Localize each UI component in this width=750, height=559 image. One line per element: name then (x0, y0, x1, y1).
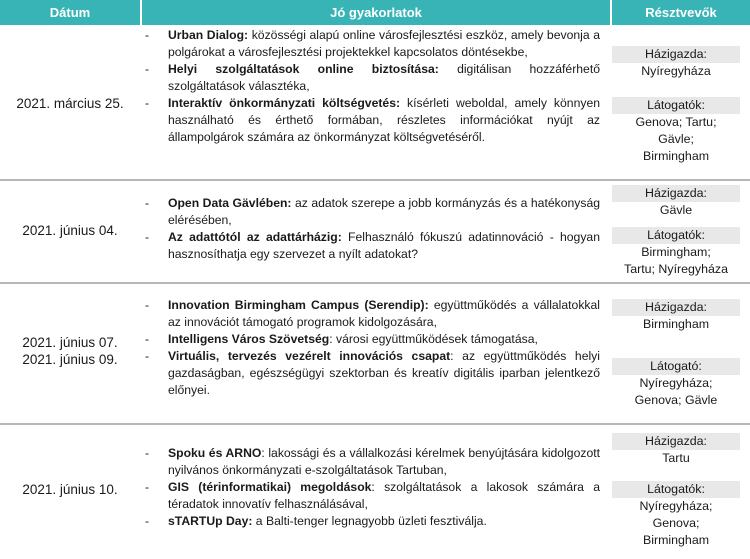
row-4-practices (142, 445, 600, 530)
header-participants: Résztvevők (612, 0, 750, 25)
practice-item: - sTARTUp Day: a Balti-tenger legnagyobb üzleti fesztiválja. (145, 514, 487, 528)
practice-text: az adatok szerepe a jobb kormányzás és a hatékonyság elérésében, (168, 196, 600, 227)
host-label: Házigazda: (612, 433, 740, 450)
practice-title: Innovation Birmingham Campus (Serendip): (168, 298, 429, 312)
practice-item: - Open Data Gävlében: az adatok szerepe a jobb kormányzás és a hatékonyság elérésében, (145, 196, 600, 227)
practice-item: - Interaktív önkormányzati költségvetés: kísérleti weboldal, amely könnyen használható és érthető formában, részletes információkat nyújt az állampolgárok számára az önkormányzat költségvetéséről. (145, 96, 600, 144)
row-3-participants (612, 299, 750, 409)
visitors-line: Genova; Gävle (634, 393, 718, 407)
practice-item: - Virtuális, tervezés vezérelt innovációs csapat: az együttműködés helyi gazdaságban, egészségügyi szektorban és kreatív digitális iparban jelentkező előnyei. (145, 349, 600, 397)
date-line: 2021. június 07. (22, 335, 118, 350)
row-separator (0, 179, 750, 181)
visitors-line: Nyíregyháza; (639, 376, 713, 390)
visitors-line: Birmingham; (641, 245, 711, 259)
practice-text: kísérleti weboldal, amely könnyen használható és érthető formában, részletes információkat nyújt az állampolgárok számára az önkormányzat költségvetéséről. (168, 96, 600, 144)
practice-title: Intelligens Város Szövetség (168, 332, 330, 346)
row-2-date (0, 222, 140, 239)
row-2-practices (142, 195, 600, 263)
host-name: Tartu (662, 451, 690, 465)
practice-text: együttműködés a vállalatokkal az innovációt támogató programok kidolgozására, (168, 298, 601, 329)
host-label: Házigazda: (612, 185, 740, 202)
header-practices: Jó gyakorlatok (142, 0, 610, 25)
row-3-date (0, 334, 140, 368)
row-separator (0, 282, 750, 284)
practice-title: Helyi szolgáltatások online biztosítása: (168, 62, 439, 76)
practice-item: - Intelligens Város Szövetség: városi együttműködések támogatása, (145, 332, 538, 346)
row-3-practices (142, 297, 600, 399)
row-1-participants (612, 46, 750, 165)
practice-text: közösségi alapú online városfejlesztési eszköz, amely bevonja a polgárokat a városfejlesztési projektekkel kapcsolatos döntésekbe, (168, 28, 600, 59)
practice-item: - Az adattótól az adattárházig: Felhasználó fókuszú adatinnováció - hogyan hasznosíthatja egy szervezet a nyílt adatokat? (145, 230, 600, 261)
visitors-line: Gävle; (658, 132, 694, 146)
visitors-label: Látogatók: (612, 97, 740, 114)
row-separator (0, 423, 750, 425)
practice-text: digitálisan hozzáférhető szolgáltatások választéka, (168, 62, 600, 93)
practice-text: Felhasználó fókuszú adatinnováció - hogyan hasznosíthatja egy szervezet a nyílt adatokat? (168, 230, 600, 261)
practice-title: Interaktív önkormányzati költségvetés: (168, 96, 401, 110)
practice-title: GIS (térinformatikai) megoldások (168, 480, 372, 494)
practice-text: a Balti-tenger legnagyobb üzleti fesztiválja. (252, 514, 487, 528)
visitors-line: Birmingham (642, 533, 710, 547)
visitors-line: Genova; (652, 516, 700, 530)
practice-item: - Spoku és ARNO: lakossági és a vállalkozási kérelmek benyújtására kidolgozott nyilvános önkormányzati e-szolgáltatások Tartuban, (145, 446, 600, 477)
row-1-practices (142, 27, 600, 146)
practice-title: Az adattótól az adattárházig: (168, 230, 342, 244)
date-line: 2021. március 25. (16, 96, 124, 111)
visitors-label: Látogatók: (612, 227, 740, 244)
practice-text: : lakossági és a vállalkozási kérelmek benyújtására kidolgozott nyilvános önkormányzati e-szolgáltatások Tartuban, (168, 446, 600, 477)
host-label: Házigazda: (612, 46, 740, 63)
row-2-participants (612, 185, 750, 278)
visitors-label: Látogatók: (612, 481, 740, 498)
host-label: Házigazda: (612, 299, 740, 316)
practice-text: : városi együttműködések támogatása, (329, 332, 538, 346)
practice-title: Open Data Gävlében: (168, 196, 292, 210)
date-line: 2021. június 09. (22, 352, 118, 367)
practice-title: Spoku és ARNO (168, 446, 262, 460)
host-name: Gävle (659, 203, 693, 217)
row-4-participants (612, 433, 750, 549)
row-4-date (0, 481, 140, 498)
date-line: 2021. június 04. (22, 223, 118, 238)
host-name: Birmingham (642, 317, 710, 331)
practice-item: - Innovation Birmingham Campus (Serendip): együttműködés a vállalatokkal az innovációt támogató programok kidolgozására, (145, 298, 601, 329)
practice-text: : az együttműködés helyi gazdaságban, egészségügyi szektorban és kreatív digitális iparban jelentkező előnyei. (168, 349, 600, 397)
practice-item: - Urban Dialog: közösségi alapú online városfejlesztési eszköz, amely bevonja a polgárokat a városfejlesztési projektekkel kapcsolatos döntésekbe, (145, 28, 600, 59)
visitors-line: Tartu; Nyíregyháza (624, 262, 728, 276)
header-date: Dátum (0, 0, 140, 25)
row-1-date (0, 95, 140, 112)
visitors-line: Genova; Tartu; (635, 115, 717, 129)
practice-title: Urban Dialog: (168, 28, 249, 42)
visitors-line: Nyíregyháza; (639, 499, 713, 513)
practice-text: : szolgáltatások a lakosok számára a téradatok innovatív felhasználásával, (168, 480, 600, 511)
date-line: 2021. június 10. (22, 482, 118, 497)
visitors-label: Látogató: (612, 358, 740, 375)
practice-title: Virtuális, tervezés vezérelt innovációs csapat (168, 349, 451, 363)
host-name: Nyíregyháza (641, 64, 711, 78)
practice-item: - Helyi szolgáltatások online biztosítása: digitálisan hozzáférhető szolgáltatások választéka, (145, 62, 600, 93)
practice-item: - GIS (térinformatikai) megoldások: szolgáltatások a lakosok számára a téradatok innovatív felhasználásával, (145, 480, 600, 511)
visitors-line: Birmingham (642, 149, 710, 163)
practice-title: sTARTUp Day: (168, 514, 253, 528)
